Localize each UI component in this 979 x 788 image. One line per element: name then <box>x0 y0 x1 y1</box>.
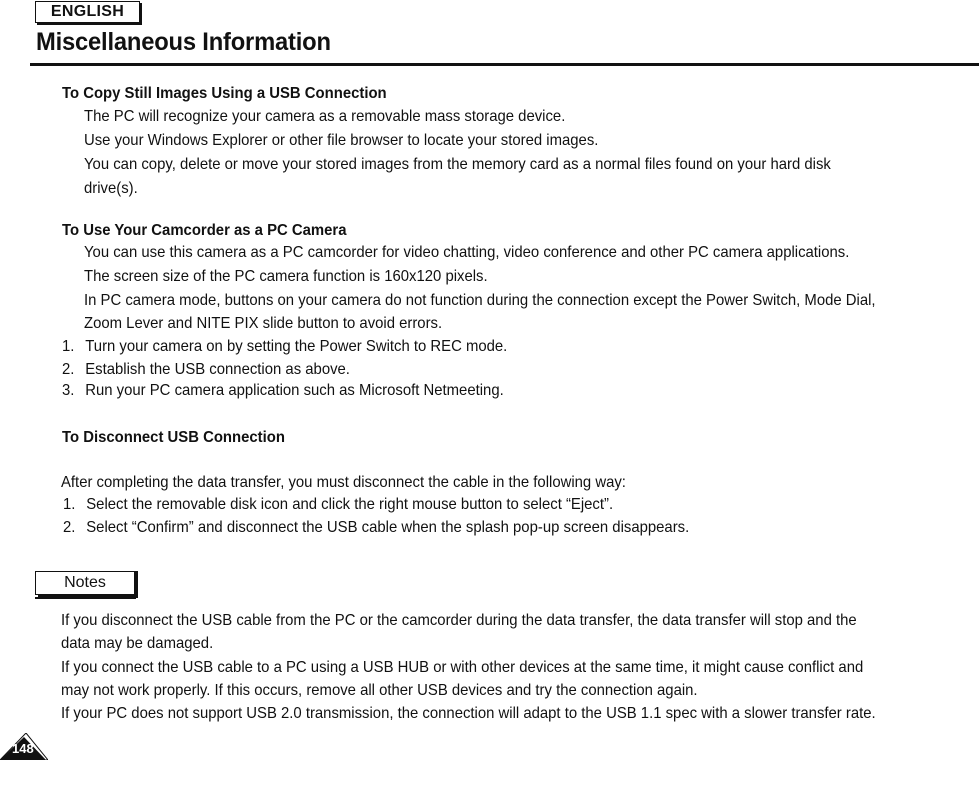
note-line: If you connect the USB cable to a PC using a USB HUB or with other devices at the same time, it might cause conflict and <box>61 659 864 676</box>
note-line: data may be damaged. <box>61 635 214 652</box>
disconnect-step <box>63 518 689 538</box>
camera-step <box>62 381 504 401</box>
step-text: Turn your camera on by setting the Power Switch to REC mode. <box>85 338 508 355</box>
camera-step <box>62 360 350 380</box>
page-number: 148 <box>12 741 34 756</box>
camera-line: In PC camera mode, buttons on your camera do not function during the connection except the Power Switch, Mode Dial, <box>84 292 876 309</box>
copy-line: You can copy, delete or move your stored images from the memory card as a normal files found on your hard disk <box>84 156 831 173</box>
step-text: Select “Confirm” and disconnect the USB cable when the splash pop-up screen disappears. <box>86 519 690 536</box>
camera-section-heading: To Use Your Camcorder as a PC Camera <box>62 222 347 239</box>
copy-section-heading: To Copy Still Images Using a USB Connection <box>62 85 387 102</box>
note-line: If you disconnect the USB cable from the PC or the camcorder during the data transfer, the data transfer will stop and the <box>61 612 857 629</box>
disconnect-step <box>63 495 613 515</box>
copy-line: drive(s). <box>84 180 138 197</box>
note-line: may not work properly. If this occurs, remove all other USB devices and try the connection again. <box>61 682 698 699</box>
step-number: 2. <box>62 361 75 378</box>
step-number: 1. <box>62 338 75 355</box>
note-line: If your PC does not support USB 2.0 transmission, the connection will adapt to the USB 1.1 spec with a slower transfer rate. <box>61 705 876 722</box>
step-text: Establish the USB connection as above. <box>85 361 350 378</box>
camera-line: The screen size of the PC camera function is 160x120 pixels. <box>84 268 488 285</box>
step-number: 1. <box>63 496 76 513</box>
camera-step <box>62 337 507 357</box>
notes-label: Notes <box>35 571 135 595</box>
page-title: Miscellaneous Information <box>36 28 331 56</box>
camera-line: You can use this camera as a PC camcorder for video chatting, video conference and other PC camera applications. <box>84 244 850 261</box>
camera-line: Zoom Lever and NITE PIX slide button to avoid errors. <box>84 315 443 332</box>
title-divider <box>30 63 979 66</box>
disconnect-intro: After completing the data transfer, you must disconnect the cable in the following way: <box>61 474 626 491</box>
notes-divider <box>35 597 136 599</box>
step-text: Run your PC camera application such as Microsoft Netmeeting. <box>85 382 504 399</box>
page-number-badge <box>0 733 48 760</box>
step-text: Select the removable disk icon and click the right mouse button to select “Eject”. <box>86 496 614 513</box>
copy-line: The PC will recognize your camera as a removable mass storage device. <box>84 108 566 125</box>
copy-line: Use your Windows Explorer or other file browser to locate your stored images. <box>84 132 599 149</box>
disconnect-section-heading: To Disconnect USB Connection <box>62 429 285 446</box>
step-number: 3. <box>62 382 75 399</box>
language-tab: ENGLISH <box>35 1 140 23</box>
step-number: 2. <box>63 519 76 536</box>
